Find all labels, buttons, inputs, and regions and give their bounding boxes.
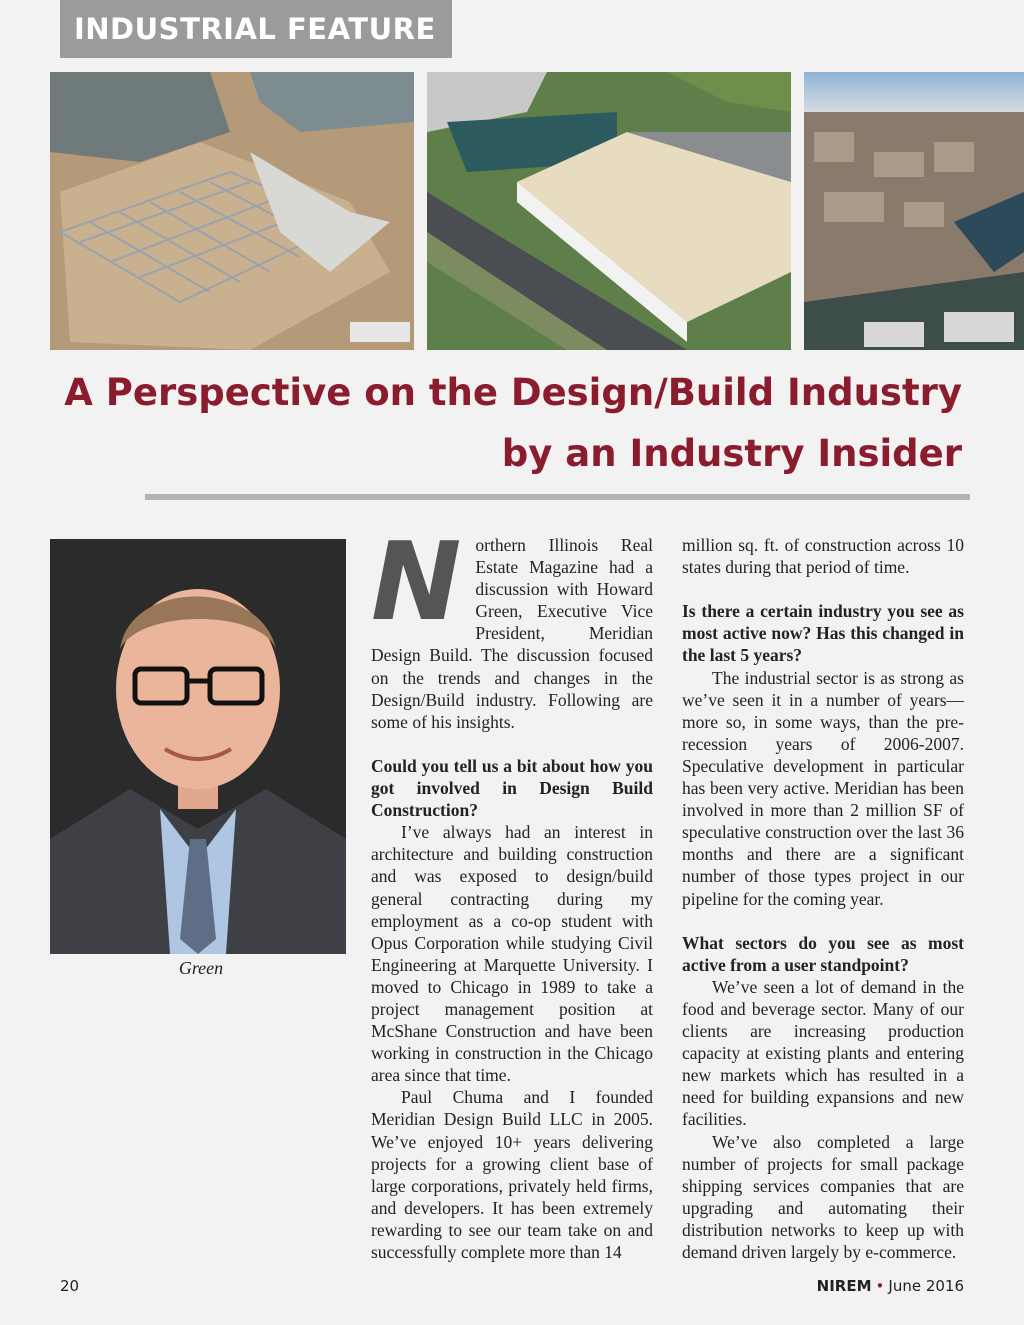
construction-site-photo [50,72,414,350]
answer-3-paragraph-2: We’ve also completed a large number of projects for small package shipping services companies that are upgrading and automating their distribution networks to keep up with demand driven largely by e-commerce. [682,1131,964,1262]
footer-separator: • [875,1277,885,1295]
article-column-1 [371,520,653,1263]
page-number: 20 [60,1277,80,1295]
portrait-photo [50,539,346,954]
issue-date: June 2016 [888,1277,964,1295]
warehouse-aerial-photo [427,72,791,350]
question-1: Could you tell us a bit about how you got involved in Design Build Construction? [371,755,653,821]
answer-1-paragraph-1: I’ve always had an interest in architecture and building construction and was exposed to design/build general contracting during my employment as a co-op student with Opus Corporation while studying Civil Engineering at Marquette University. I moved to Chicago in 1989 to take a project management position at McShane Construction and have been working in construction in the Chicago area since that time. [371,822,653,1086]
publication-footer [817,1277,964,1295]
question-2: Is there a certain industry you see as most active now? Has this changed in the last 5 years? [682,601,964,666]
section-tag: INDUSTRIAL FEATURE [60,0,452,58]
city-aerial-photo [804,72,1024,350]
headline-divider [145,494,970,500]
intro-paragraph [371,520,653,733]
answer-3-paragraph-1: We’ve seen a lot of demand in the food and beverage sector. Many of our clients are increasing production capacity at existing plants and entering new markets which has resulted in a need for building expansions and new facilities. [682,976,964,1130]
headline-line-2: by an Industry Insider [501,432,962,475]
publication-name: NIREM [816,1277,872,1295]
answer-1-paragraph-2: Paul Chuma and I founded Meridian Design Build LLC in 2005. We’ve enjoyed 10+ years delivering projects for a growing client base of large corporations, privately held firms, and developers. It has been extremely rewarding to see our team take on and successfully complete more than 14 [371,1087,653,1262]
intro-text: orthern Illinois Real Estate Magazine had a discussion with Howard Green, Executive Vice President, Meridian Design Build. The discussion focused on the trends and changes in the Design/Build industry. Following are some of his insights. [371,535,653,732]
photo-caption: Green [178,958,224,978]
headline-line-1: A Perspective on the Design/Build Industry [64,371,962,414]
answer-2: The industrial sector is as strong as we’ve seen it in a number of years—more so, in some ways, than the pre-recession years of 2006-2007. Speculative development in particular has been very active. Meridian has been involved in more than 2 million SF of speculative construction over the last 36 months and there are a significant number of those types project in our pipeline for the coming year. [682,667,964,909]
drop-cap: N [371,520,462,645]
question-3: What sectors do you see as most active from a user standpoint? [682,932,964,975]
article-column-2 [682,534,964,1263]
answer-1-continued: million sq. ft. of construction across 10 states during that period of time. [682,535,964,578]
